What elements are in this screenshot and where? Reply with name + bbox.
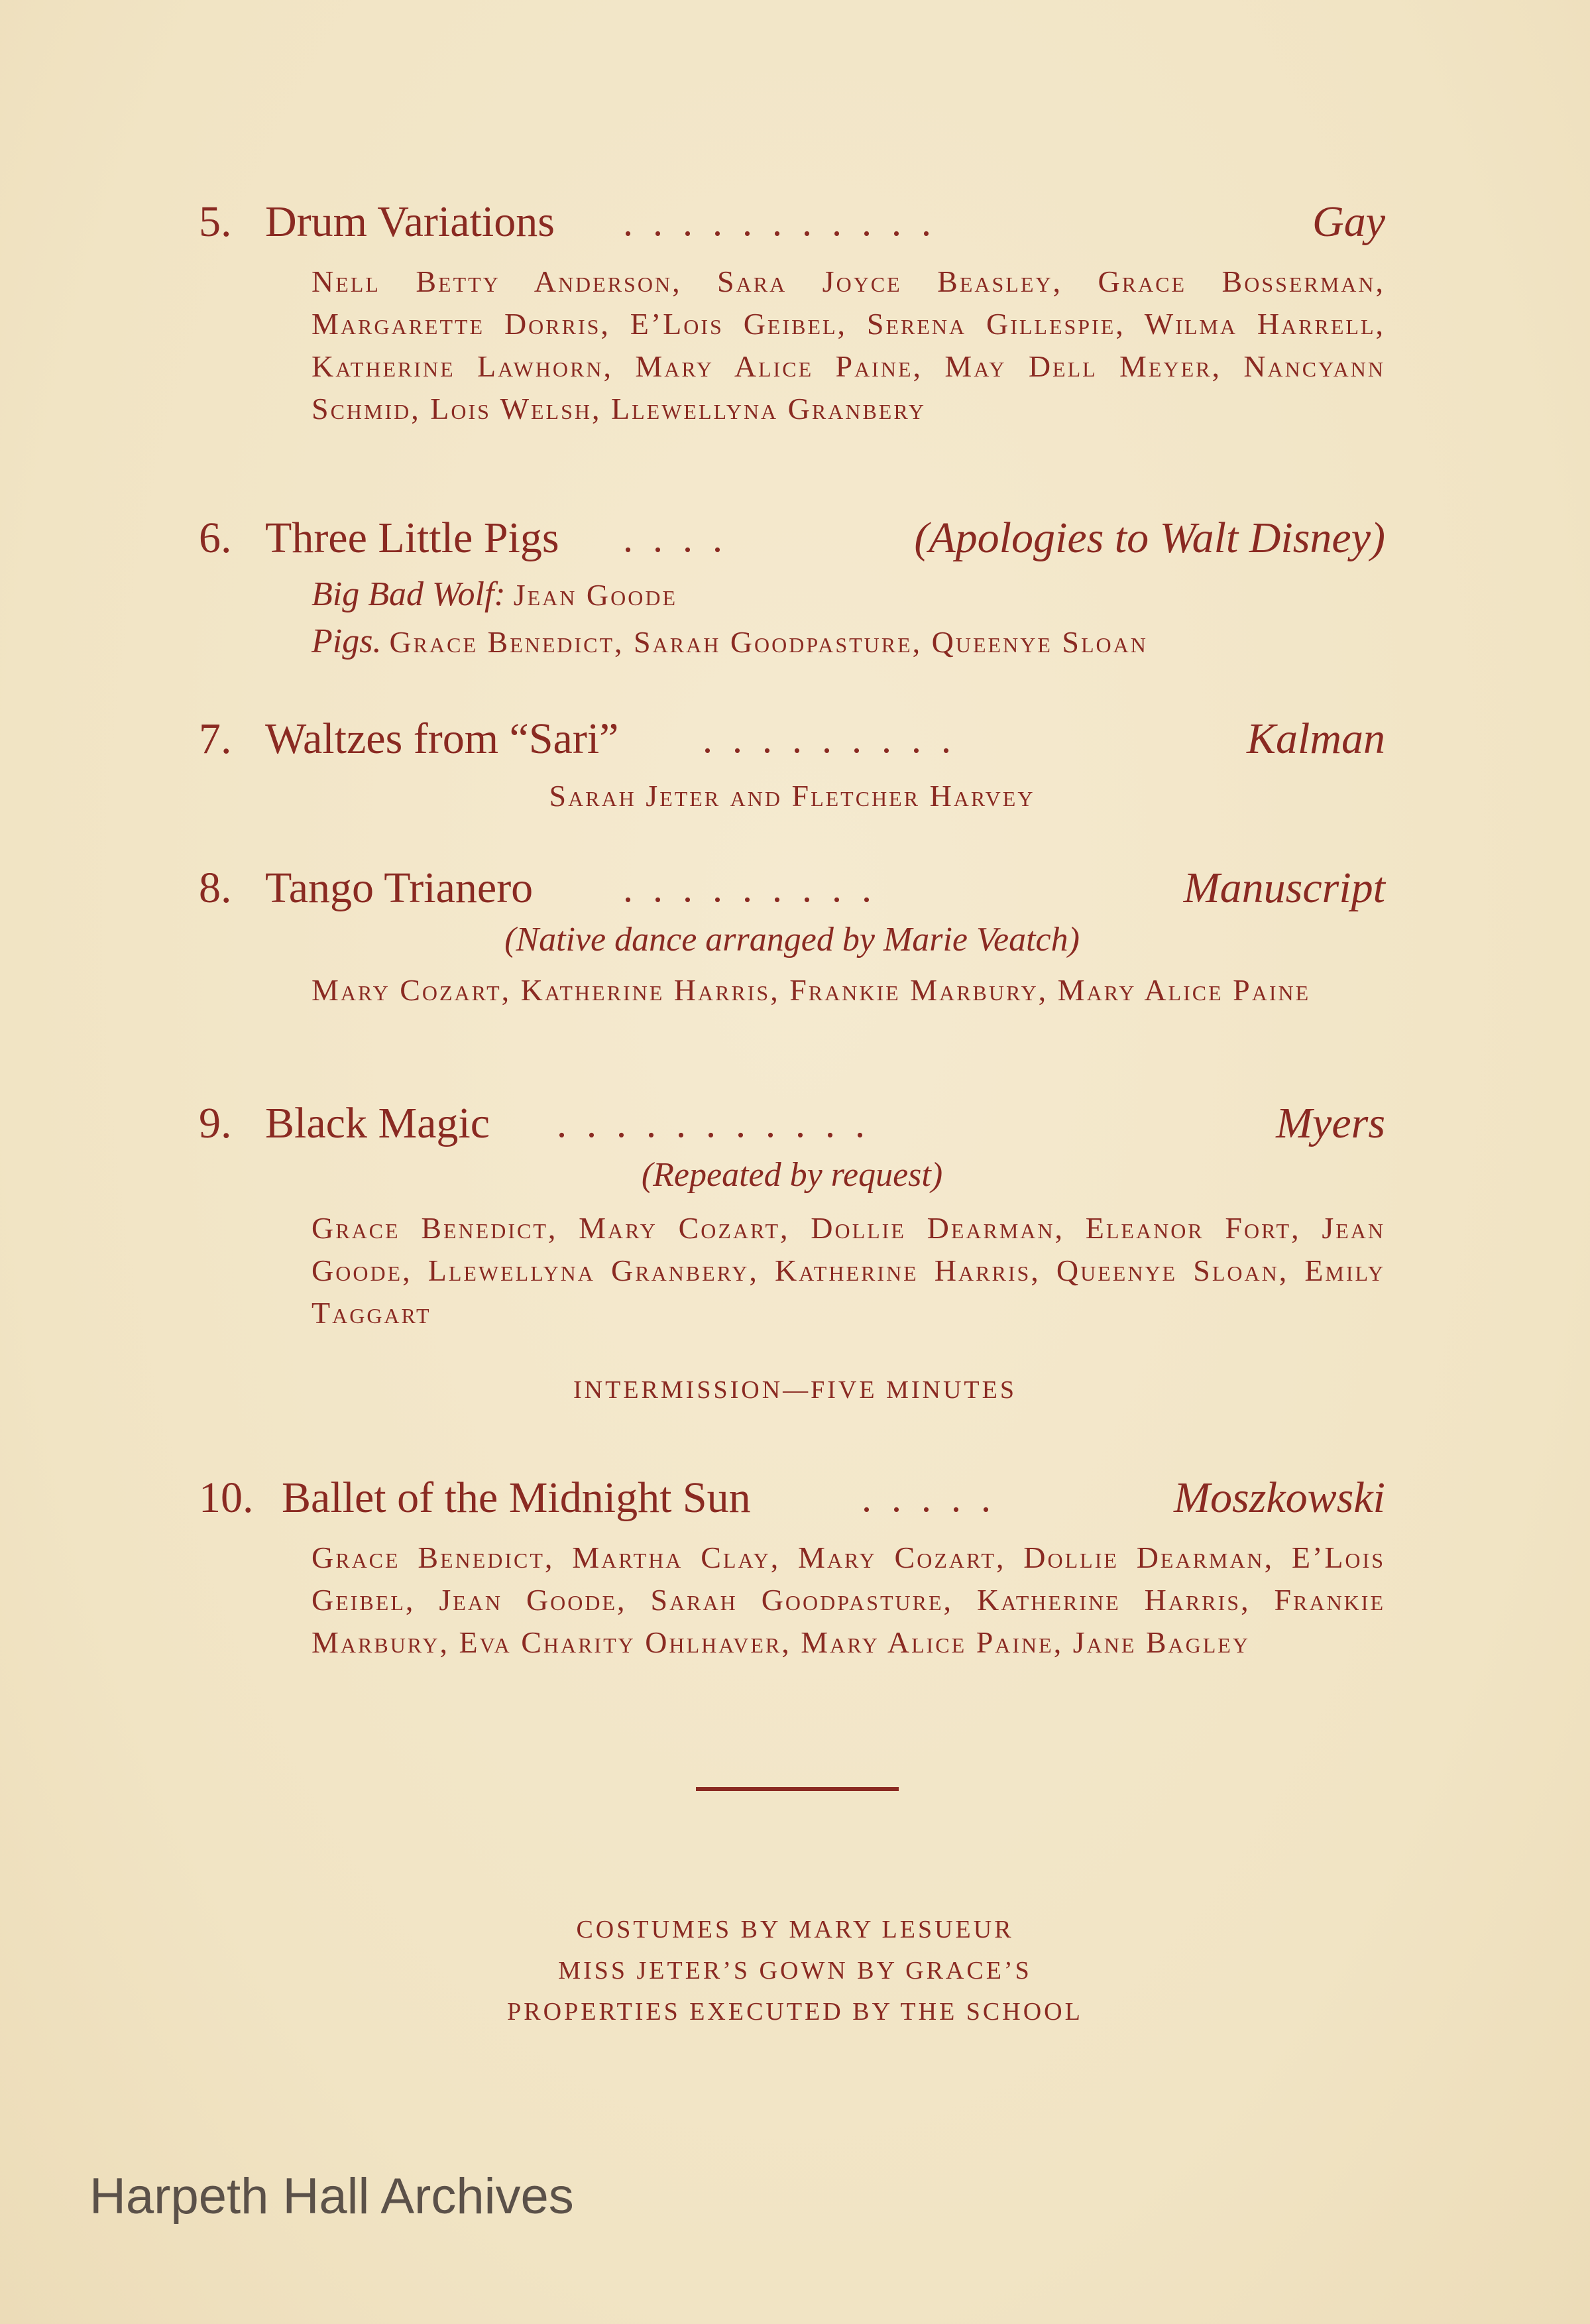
- item-composer: Moszkowski: [1174, 1474, 1385, 1522]
- program-item-9: [199, 1090, 1385, 1334]
- dot-leader: ...........: [623, 200, 951, 244]
- credit-line: COSTUMES BY MARY LESUEUR: [576, 1916, 1014, 1944]
- program-item-heading: [199, 505, 1385, 571]
- program-item-6: [199, 505, 1385, 666]
- dot-leader: .........: [703, 717, 971, 761]
- divider-rule: [696, 1787, 899, 1791]
- dot-leader: ....: [623, 516, 742, 560]
- item-cast: Grace Benedict, Mary Cozart, Dollie Dearman, Eleanor Fort, Jean Goode, Llewellyna Granbery, Katherine Harris, Queenye Sloan, Emily Taggart: [312, 1211, 1385, 1330]
- item-title: Waltzes from “Sari”: [265, 715, 619, 763]
- program-item-heading: [199, 855, 1385, 921]
- role-line: [312, 618, 1385, 666]
- item-note: (Native dance arranged by Marie Veatch): [504, 921, 1080, 959]
- item-cast: Grace Benedict, Martha Clay, Mary Cozart, Dollie Dearman, E’Lois Geibel, Jean Goode, Sarah Goodpasture, Katherine Harris, Frankie Marbury, Eva Charity Ohlhaver, Mary Alice Paine, Jane Bagley: [312, 1540, 1385, 1659]
- item-cast: Sarah Jeter and Fletcher Harvey: [549, 779, 1035, 813]
- item-composer: Kalman: [1246, 715, 1385, 763]
- program-item-heading: [199, 189, 1385, 255]
- intermission-notice: INTERMISSION—FIVE MINUTES: [573, 1376, 1017, 1404]
- item-note: (Repeated by request): [641, 1156, 943, 1194]
- item-number: 10.: [199, 1474, 254, 1522]
- program-item-heading: [199, 1090, 1385, 1157]
- archive-watermark: Harpeth Hall Archives: [89, 2168, 574, 2225]
- role-names: Jean Goode: [513, 578, 677, 612]
- role-names: Grace Benedict, Sarah Goodpasture, Queenye Sloan: [389, 625, 1148, 659]
- role-line: [312, 571, 1385, 618]
- program-item-7: [199, 706, 1385, 817]
- item-number: 8.: [199, 864, 232, 912]
- program-item-heading: [199, 706, 1385, 772]
- role-label: Big Bad Wolf:: [312, 575, 506, 613]
- item-number: 9.: [199, 1099, 232, 1147]
- dot-leader: .........: [623, 866, 891, 910]
- item-number: 5.: [199, 198, 232, 246]
- item-composer: Manuscript: [1183, 864, 1385, 912]
- program-item-10: [199, 1465, 1385, 1664]
- item-composer: (Apologies to Walt Disney): [914, 514, 1385, 562]
- dot-leader: ...........: [557, 1102, 885, 1145]
- item-title: Three Little Pigs: [265, 514, 559, 562]
- item-cast: Mary Cozart, Katherine Harris, Frankie Marbury, Mary Alice Paine: [312, 973, 1311, 1007]
- item-cast: Nell Betty Anderson, Sara Joyce Beasley, Grace Bosserman, Margarette Dorris, E’Lois Geibel, Serena Gillespie, Wilma Harrell, Katherine Lawhorn, Mary Alice Paine, May Dell Meyer, Nancyann Schmid, Lois Welsh, Llewellyna Granbery: [312, 264, 1385, 426]
- dot-leader: .....: [862, 1476, 1011, 1520]
- credits-block: [0, 1909, 1590, 2032]
- item-number: 7.: [199, 715, 232, 763]
- item-title: Black Magic: [265, 1099, 490, 1147]
- item-composer: Gay: [1312, 198, 1385, 246]
- role-label: Pigs.: [312, 622, 382, 660]
- program-item-heading: [199, 1465, 1385, 1531]
- credit-line: PROPERTIES EXECUTED BY THE SCHOOL: [507, 1998, 1083, 2026]
- item-title: Ballet of the Midnight Sun: [282, 1474, 751, 1522]
- item-number: 6.: [199, 514, 232, 562]
- program-item-8: [199, 855, 1385, 1012]
- item-composer: Myers: [1276, 1099, 1385, 1147]
- program-item-5: [199, 189, 1385, 430]
- item-title: Drum Variations: [265, 198, 555, 246]
- item-title: Tango Trianero: [265, 864, 534, 912]
- credit-line: MISS JETER’S GOWN BY GRACE’S: [558, 1957, 1032, 1985]
